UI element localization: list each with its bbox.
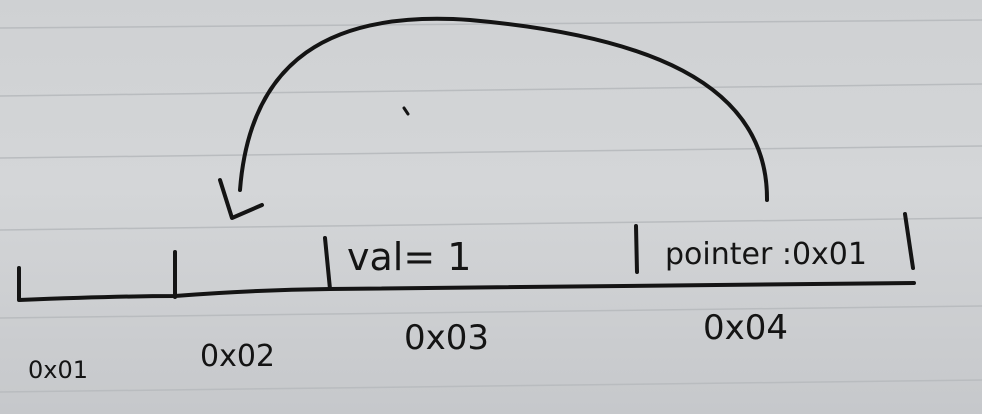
cell-divider-3 (636, 226, 637, 272)
memory-strip-end (905, 214, 913, 268)
rule-line (0, 380, 982, 392)
address-label-0x01: 0x01 (28, 356, 89, 384)
rule-line (0, 218, 982, 230)
address-label-0x03: 0x03 (404, 318, 490, 358)
address-label-0x04: 0x04 (703, 308, 789, 348)
cell-content-0x04: pointer :0x01 (665, 237, 867, 272)
pointer-arrow (220, 19, 767, 218)
pointer-arrow-curve (240, 19, 767, 200)
cell-divider-2 (325, 238, 330, 289)
address-label-0x02: 0x02 (200, 339, 276, 374)
rule-line (0, 146, 982, 158)
paper-rule-lines (0, 20, 982, 392)
cell-content-0x03: val= 1 (347, 235, 472, 279)
pen-mark (404, 108, 408, 114)
rule-line (0, 306, 982, 318)
rule-line (0, 84, 982, 96)
